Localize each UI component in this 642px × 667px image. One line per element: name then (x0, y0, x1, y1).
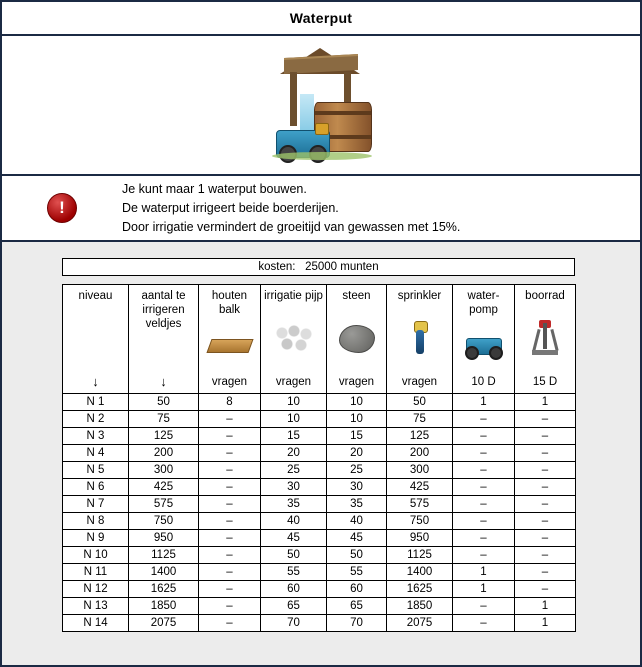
header-niveau (63, 285, 129, 394)
table-cell: N 8 (63, 513, 129, 530)
table-cell: – (199, 547, 261, 564)
header-waterpomp-label: water-pomp (467, 290, 500, 316)
table-cell: – (199, 496, 261, 513)
table-row (63, 581, 576, 598)
table-cell: 25 (261, 462, 327, 479)
header-waterpomp-sub: 10 D (471, 376, 496, 388)
table-cell: – (515, 530, 576, 547)
note-line-2: De waterput irrigeert beide boerderijen. (122, 200, 339, 215)
header-waterpomp (453, 285, 515, 394)
table-cell: 1125 (387, 547, 453, 564)
table-cell: – (199, 479, 261, 496)
table-cell: 65 (261, 598, 327, 615)
table-cell: 30 (327, 479, 387, 496)
table-row (63, 394, 576, 411)
table-cell: 125 (129, 428, 199, 445)
table-cell: 1 (515, 598, 576, 615)
window-title-bar (2, 2, 640, 36)
table-cell: – (199, 428, 261, 445)
table-cell: 200 (387, 445, 453, 462)
header-sprinkler-label: sprinkler (397, 290, 442, 302)
table-cell: 15 (327, 428, 387, 445)
note-line-1: Je kunt maar 1 waterput bouwen. (122, 181, 307, 196)
table-cell: – (515, 547, 576, 564)
table-cell: – (199, 530, 261, 547)
table-cell: 750 (129, 513, 199, 530)
well-illustration-icon (266, 46, 376, 164)
table-cell: – (453, 615, 515, 632)
table-cell: 300 (387, 462, 453, 479)
header-niveau-label: niveau (78, 290, 113, 302)
table-cell: 1400 (129, 564, 199, 581)
table-cell: N 3 (63, 428, 129, 445)
levels-table (62, 284, 576, 632)
table-cell: 40 (327, 513, 387, 530)
table-cell: 1850 (129, 598, 199, 615)
header-niveau-sub: ↓ (92, 374, 99, 389)
table-cell: N 6 (63, 479, 129, 496)
cost-table (62, 258, 575, 276)
header-houten-balk-label: houten balk (211, 290, 248, 316)
header-steen (327, 285, 387, 394)
table-cell: 1 (453, 581, 515, 598)
warning-icon-column (2, 193, 122, 223)
header-irrigatie-pijp (261, 285, 327, 394)
table-cell: 50 (129, 394, 199, 411)
levels-table-body (63, 394, 576, 632)
table-row (63, 462, 576, 479)
header-irrigatie-pijp-sub: vragen (275, 376, 312, 388)
table-cell: 65 (327, 598, 387, 615)
table-cell: 1125 (129, 547, 199, 564)
table-row (63, 428, 576, 445)
table-row (63, 547, 576, 564)
table-header-row (63, 285, 576, 394)
table-area (2, 242, 640, 632)
table-cell: 300 (129, 462, 199, 479)
table-cell: 45 (261, 530, 327, 547)
table-row (63, 479, 576, 496)
table-cell: 10 (261, 411, 327, 428)
table-cell: 75 (387, 411, 453, 428)
table-cell: 575 (387, 496, 453, 513)
table-cell: – (453, 428, 515, 445)
table-cell: 70 (327, 615, 387, 632)
header-sprinkler (387, 285, 453, 394)
table-cell: 45 (327, 530, 387, 547)
table-cell: 55 (261, 564, 327, 581)
table-cell: 8 (199, 394, 261, 411)
table-cell: – (515, 445, 576, 462)
table-cell: N 13 (63, 598, 129, 615)
sprinkler-icon (407, 319, 433, 359)
table-cell: 10 (261, 394, 327, 411)
table-cell: – (515, 479, 576, 496)
header-irrigatie-pijp-label: irrigatie pijp (264, 290, 323, 302)
table-cell: N 12 (63, 581, 129, 598)
table-cell: 1625 (129, 581, 199, 598)
table-cell: 75 (129, 411, 199, 428)
table-cell: – (515, 462, 576, 479)
table-cell: 1625 (387, 581, 453, 598)
table-cell: – (199, 513, 261, 530)
table-cell: 55 (327, 564, 387, 581)
table-cell: 1 (515, 615, 576, 632)
table-row (63, 615, 576, 632)
table-cell: 1 (453, 564, 515, 581)
header-steen-sub: vragen (338, 376, 375, 388)
table-cell: – (515, 411, 576, 428)
warning-exclamation-icon: ! (47, 193, 77, 223)
table-cell: 425 (129, 479, 199, 496)
table-row (63, 411, 576, 428)
table-cell: – (453, 479, 515, 496)
table-cell: 50 (327, 547, 387, 564)
table-cell: – (515, 564, 576, 581)
table-cell: – (199, 581, 261, 598)
table-cell: – (515, 581, 576, 598)
table-cell: N 7 (63, 496, 129, 513)
table-cell: – (453, 530, 515, 547)
table-cell: 40 (261, 513, 327, 530)
note-line-3: Door irrigatie vermindert de groeitijd van gewassen met 15%. (122, 219, 461, 234)
table-cell: 200 (129, 445, 199, 462)
table-cell: 35 (327, 496, 387, 513)
table-cell: 1850 (387, 598, 453, 615)
cost-row (63, 259, 575, 276)
table-cell: – (515, 513, 576, 530)
header-houten-balk-sub: vragen (211, 376, 248, 388)
table-cell: 1 (453, 394, 515, 411)
page-title: Waterput (289, 10, 353, 26)
cost-cell (63, 259, 575, 276)
table-cell: 425 (387, 479, 453, 496)
table-cell: 950 (387, 530, 453, 547)
table-cell: – (453, 547, 515, 564)
table-cell: – (453, 462, 515, 479)
header-sprinkler-sub: vragen (401, 376, 438, 388)
table-cell: – (199, 615, 261, 632)
table-cell: 35 (261, 496, 327, 513)
building-image-panel (2, 36, 640, 176)
drill-rig-icon (530, 319, 560, 359)
irrigation-pipe-icon (274, 319, 314, 359)
table-cell: 575 (129, 496, 199, 513)
table-cell: 60 (327, 581, 387, 598)
table-row (63, 496, 576, 513)
table-cell: N 4 (63, 445, 129, 462)
stone-icon (339, 319, 375, 359)
table-cell: 10 (327, 394, 387, 411)
table-cell: 15 (261, 428, 327, 445)
table-cell: 1400 (387, 564, 453, 581)
table-cell: – (199, 445, 261, 462)
table-cell: 60 (261, 581, 327, 598)
table-cell: N 14 (63, 615, 129, 632)
table-cell: – (515, 496, 576, 513)
header-veldjes (129, 285, 199, 394)
table-cell: 750 (387, 513, 453, 530)
table-row (63, 445, 576, 462)
table-cell: 70 (261, 615, 327, 632)
table-cell: N 2 (63, 411, 129, 428)
header-houten-balk (199, 285, 261, 394)
table-cell: 125 (387, 428, 453, 445)
table-cell: N 9 (63, 530, 129, 547)
water-pump-icon (464, 326, 504, 366)
cost-label: kosten: (258, 261, 296, 273)
table-cell: N 1 (63, 394, 129, 411)
table-row (63, 530, 576, 547)
table-cell: – (199, 411, 261, 428)
table-row (63, 513, 576, 530)
table-cell: 20 (327, 445, 387, 462)
table-cell: – (453, 411, 515, 428)
notes-text (122, 180, 640, 237)
table-cell: – (453, 496, 515, 513)
table-cell: – (515, 428, 576, 445)
table-cell: N 10 (63, 547, 129, 564)
table-cell: N 11 (63, 564, 129, 581)
header-boorrad-label: boorrad (525, 290, 565, 302)
table-cell: 2075 (387, 615, 453, 632)
table-cell: 30 (261, 479, 327, 496)
header-boorrad-sub: 15 D (532, 376, 558, 388)
table-cell: 20 (261, 445, 327, 462)
table-cell: 10 (327, 411, 387, 428)
table-cell: 1 (515, 394, 576, 411)
table-cell: – (453, 445, 515, 462)
table-cell: – (453, 513, 515, 530)
table-cell: – (199, 462, 261, 479)
table-row (63, 598, 576, 615)
wooden-beam-icon (209, 326, 251, 366)
table-cell: 25 (327, 462, 387, 479)
table-cell: 2075 (129, 615, 199, 632)
table-cell: – (453, 598, 515, 615)
table-cell: 50 (387, 394, 453, 411)
notes-panel (2, 176, 640, 242)
table-cell: 50 (261, 547, 327, 564)
table-row (63, 564, 576, 581)
table-cell: N 5 (63, 462, 129, 479)
header-veldjes-label: aantal te irrigeren veldjes (141, 290, 186, 330)
header-boorrad (515, 285, 576, 394)
table-cell: – (199, 564, 261, 581)
header-veldjes-sub: ↓ (160, 374, 167, 389)
table-cell: 950 (129, 530, 199, 547)
cost-value: 25000 munten (305, 261, 379, 273)
table-cell: – (199, 598, 261, 615)
header-steen-label: steen (342, 290, 371, 302)
